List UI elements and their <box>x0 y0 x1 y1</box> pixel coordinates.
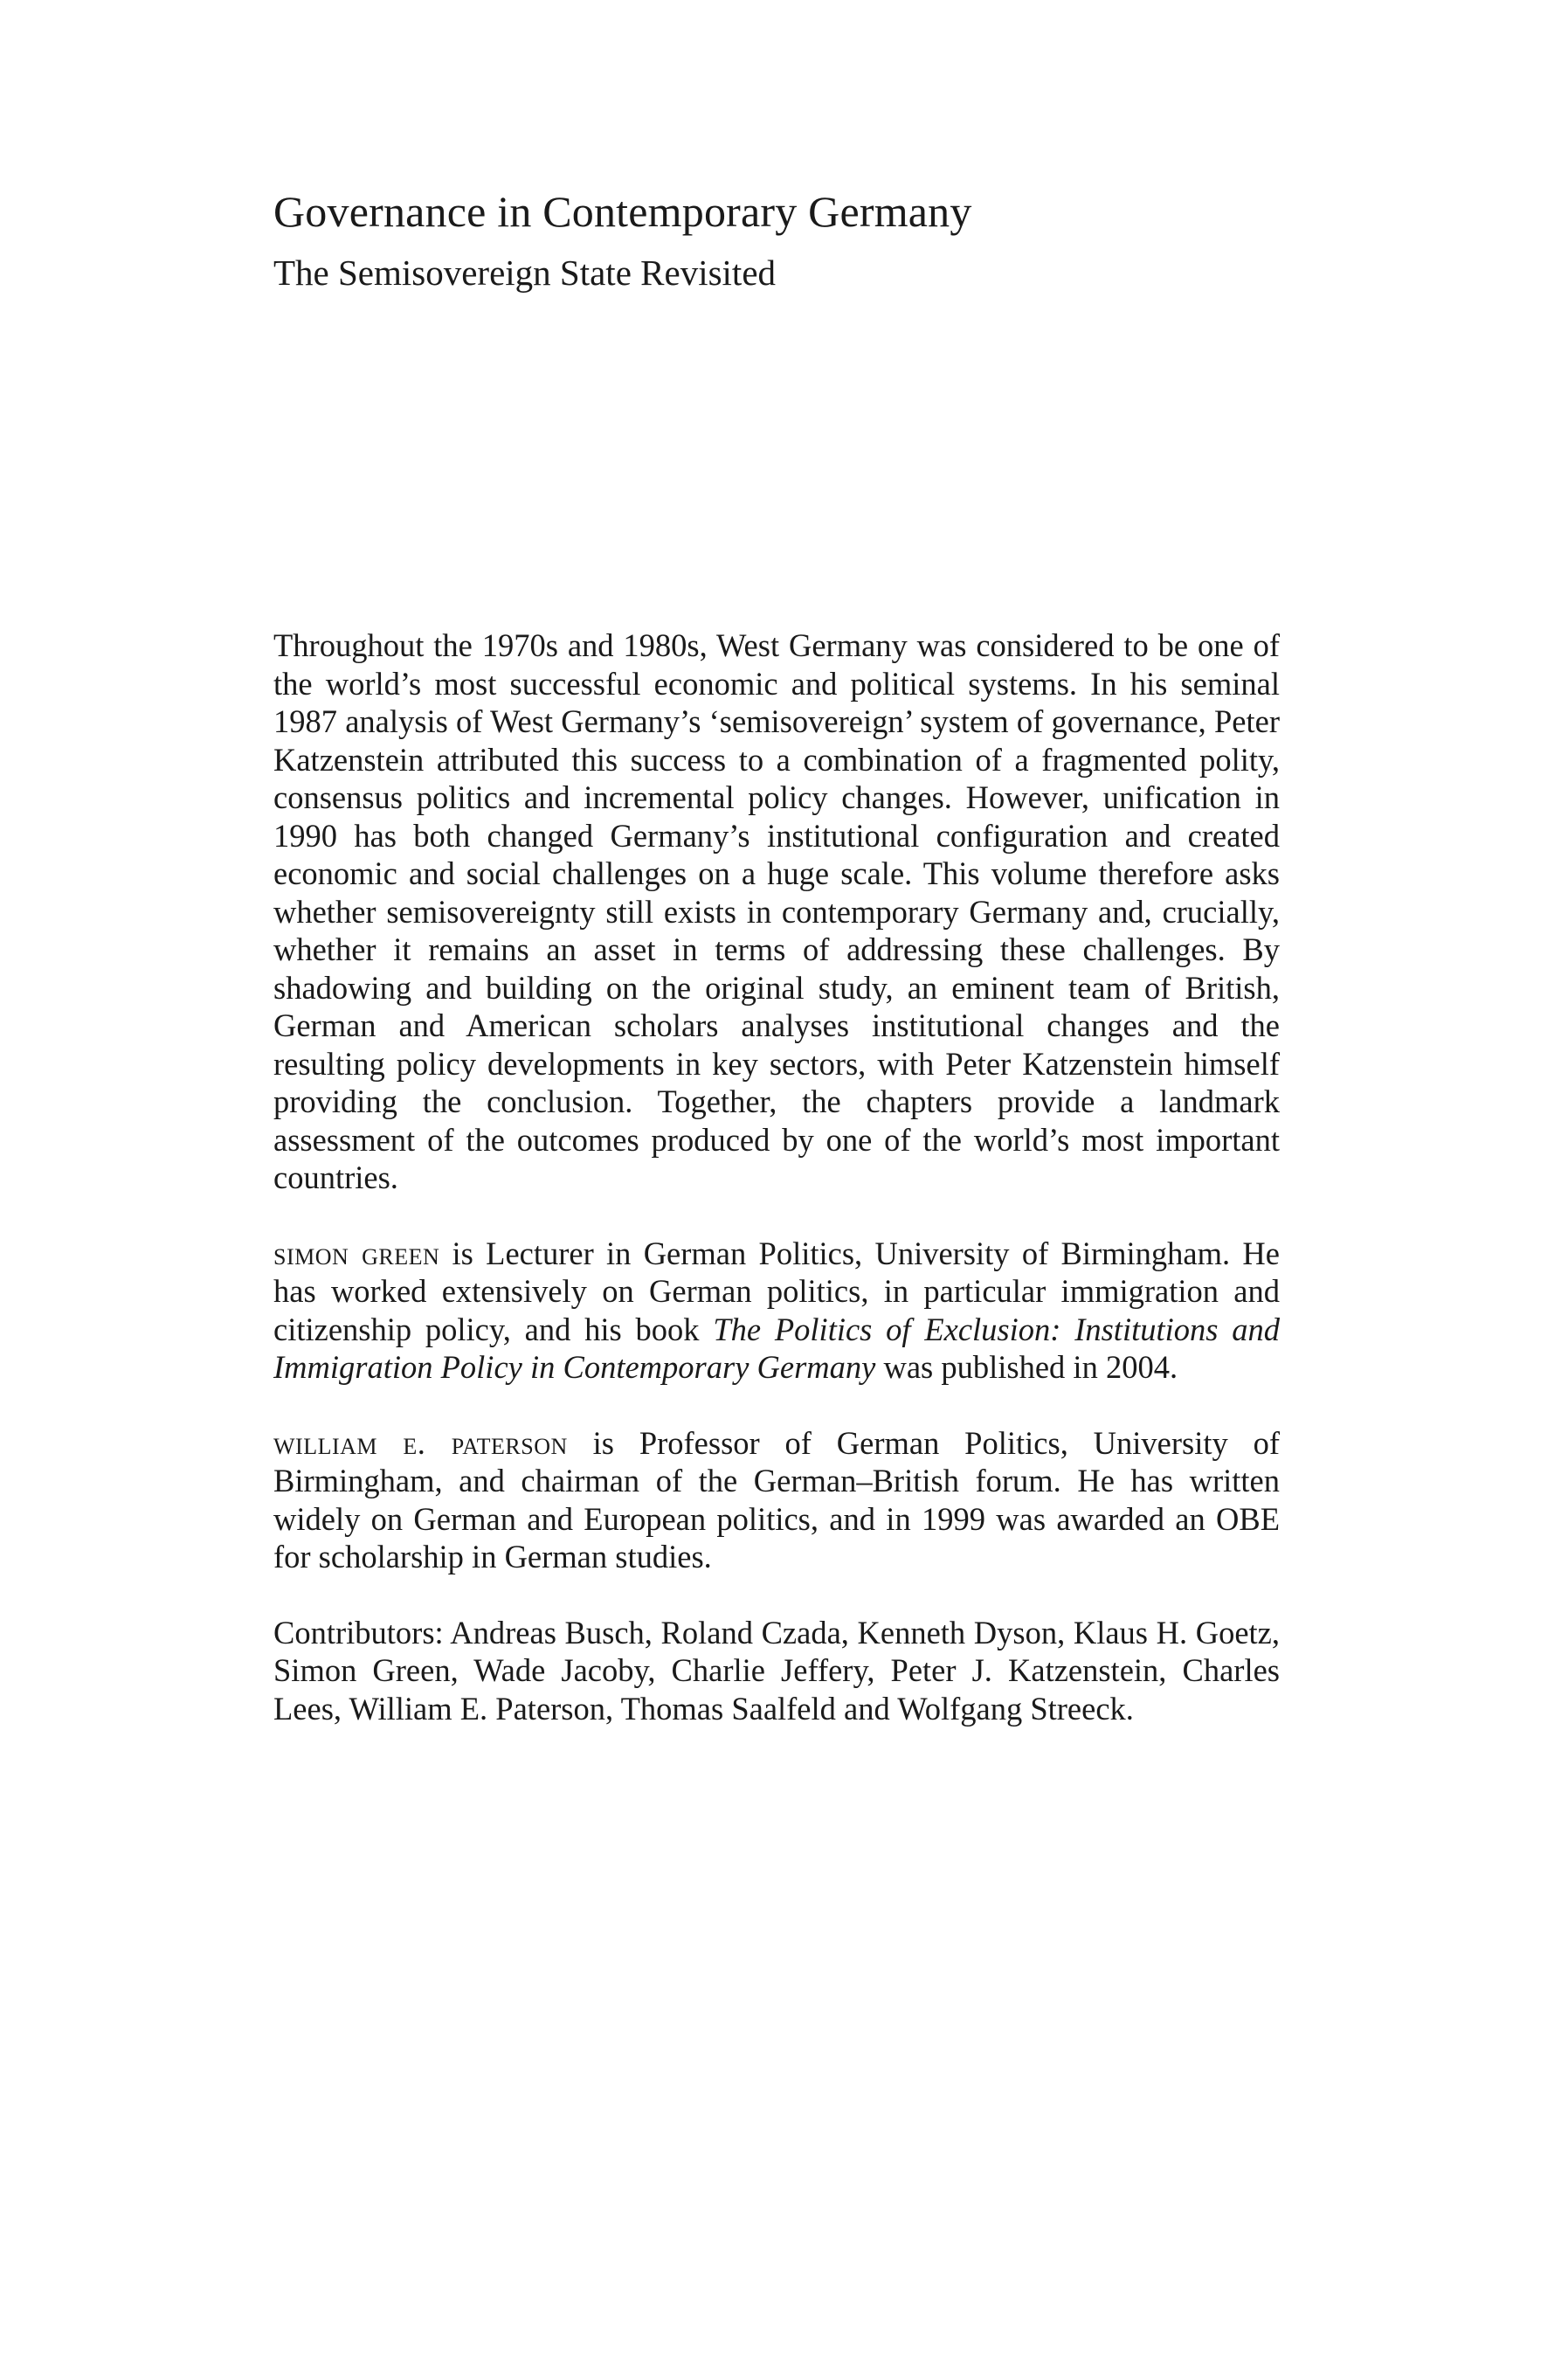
contributors-list <box>273 1614 1280 1728</box>
book-description: Throughout the 1970s and 1980s, West Germany was considered to be one of the world’s most successful economic and political systems. In his seminal 1987 analysis of West Germany’s ‘semisovereign’ system of governance, Peter Katzenstein attributed this success to a combination of a fragmented polity, consensus politics and incremental policy changes. However, unification in 1990 has both changed Germany’s institutional configuration and created economic and social challenges on a huge scale. This volume therefore asks whether semisovereignty still exists in contemporary Germany and, crucially, whether it remains an asset in terms of addressing these challenges. By shadowing and building on the original study, an eminent team of British, German and American scholars analyses institutional changes and the resulting policy developments in key sectors, with Peter Katzenstein himself providing the conclusion. Together, the chapters provide a landmark assessment of the outcomes produced by one of the world’s most important countries. <box>273 627 1280 1195</box>
editor-bio-green-text-1: is Lecturer in German Politics, University of Birmingham. He has worked extensively on German politics, in particular immigration and citizenship policy, and his book <box>273 1235 1280 1347</box>
contributors-label: Contributors: <box>273 1614 444 1651</box>
editor-bio-green <box>273 1235 1280 1387</box>
editor-name-paterson: william e. paterson <box>273 1424 568 1461</box>
editor-bio-paterson <box>273 1424 1280 1576</box>
blurb-section <box>273 626 1280 1727</box>
editor-book-title: The Politics of Exclusion: Institutions and Immigration Policy in Contemporary Germany <box>273 1311 1281 1385</box>
editor-name-green: simon green <box>273 1235 440 1271</box>
editor-bio-green-text-2: was published in 2004. <box>875 1349 1178 1385</box>
book-subtitle: The Semisovereign State Revisited <box>273 253 777 293</box>
book-title: Governance in Contemporary Germany <box>273 187 972 236</box>
editor-bio-paterson-text: is Professor of German Politics, University of Birmingham, and chairman of the German–British forum. He has written widely on German and European politics, and in 1999 was awarded an OBE for scholarship in German studies. <box>273 1424 1280 1574</box>
book-page <box>273 185 1281 1727</box>
contributors-names: Andreas Busch, Roland Czada, Kenneth Dyson, Klaus H. Goetz, Simon Green, Wade Jacoby, Charlie Jeffery, Peter J. Katzenstein, Charles Lees, William E. Paterson, Thomas Saalfeld and Wolfgang Streeck. <box>273 1614 1280 1727</box>
